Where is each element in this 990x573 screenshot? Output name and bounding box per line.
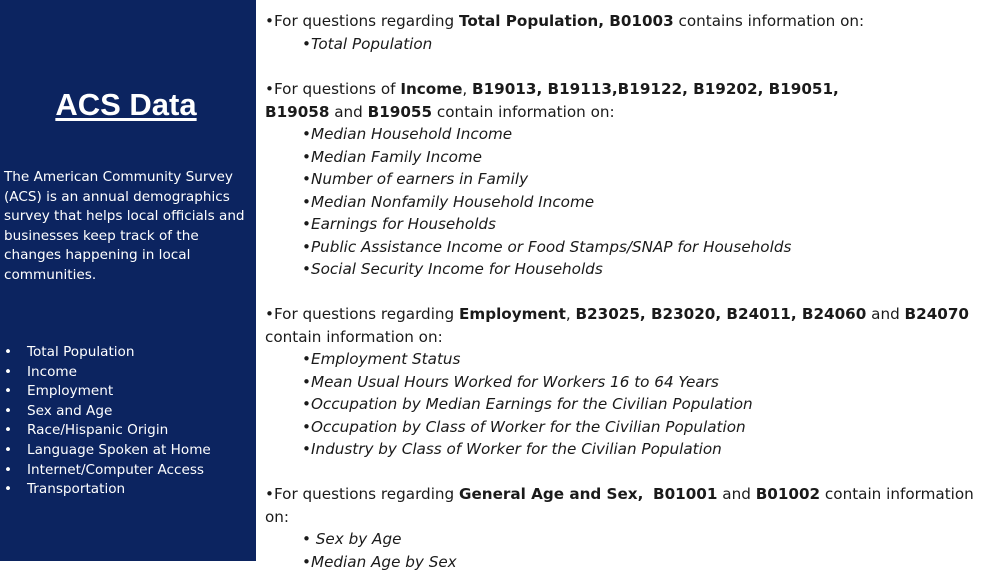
section-income: [265, 78, 987, 281]
heading-topic: Total Population, B01003: [459, 12, 674, 30]
page-title: ACS Data: [0, 87, 252, 123]
list-item: •Median Family Income: [265, 146, 987, 169]
list-item: •Median Age by Sex: [265, 551, 987, 573]
list-item: •Occupation by Class of Worker for the Civilian Population: [265, 416, 987, 439]
section-age-sex: [265, 483, 987, 573]
topic-item: • Sex and Age: [4, 402, 211, 422]
topic-list: [4, 343, 211, 500]
section-heading: •For questions regarding Employment, B23025, B23020, B24011, B24060 and B24070 contain information on:: [265, 303, 987, 348]
section-employment: [265, 303, 987, 461]
info-list: [265, 348, 987, 461]
info-list: [265, 528, 987, 573]
list-item: • Sex by Age: [265, 528, 987, 551]
topic-item: • Language Spoken at Home: [4, 441, 211, 461]
list-item: •Median Household Income: [265, 123, 987, 146]
list-item: •Social Security Income for Households: [265, 258, 987, 281]
info-list: [265, 123, 987, 281]
list-item: •Occupation by Median Earnings for the Civilian Population: [265, 393, 987, 416]
list-item: •Earnings for Households: [265, 213, 987, 236]
list-item: •Number of earners in Family: [265, 168, 987, 191]
section-heading: •For questions regarding General Age and Sex, B01001 and B01002 contain information on:: [265, 483, 987, 528]
topic-item: • Income: [4, 363, 211, 383]
topic-item: • Employment: [4, 382, 211, 402]
acs-description: The American Community Survey (ACS) is an annual demographics survey that helps local officials and businesses keep track of the changes happening in local communities.: [4, 168, 250, 285]
list-item: •Employment Status: [265, 348, 987, 371]
list-item: •Mean Usual Hours Worked for Workers 16 to 64 Years: [265, 371, 987, 394]
topic-item: • Transportation: [4, 480, 211, 500]
sidebar-panel: [0, 0, 256, 561]
heading-suffix: contains information on:: [674, 12, 864, 30]
list-item: •Public Assistance Income or Food Stamps/SNAP for Households: [265, 236, 987, 259]
topic-item: • Race/Hispanic Origin: [4, 421, 211, 441]
info-list: [265, 33, 987, 56]
heading-prefix: •For questions regarding: [265, 12, 459, 30]
section-total-population: [265, 10, 987, 55]
section-heading: •For questions of Income, B19013, B19113,B19122, B19202, B19051, B19058 and B19055 contain information on:: [265, 78, 987, 123]
list-item: •Median Nonfamily Household Income: [265, 191, 987, 214]
list-item: •Industry by Class of Worker for the Civilian Population: [265, 438, 987, 461]
topic-item: • Internet/Computer Access: [4, 461, 211, 481]
list-item: •Total Population: [265, 33, 987, 56]
topic-item: • Total Population: [4, 343, 211, 363]
section-heading: [265, 10, 987, 33]
